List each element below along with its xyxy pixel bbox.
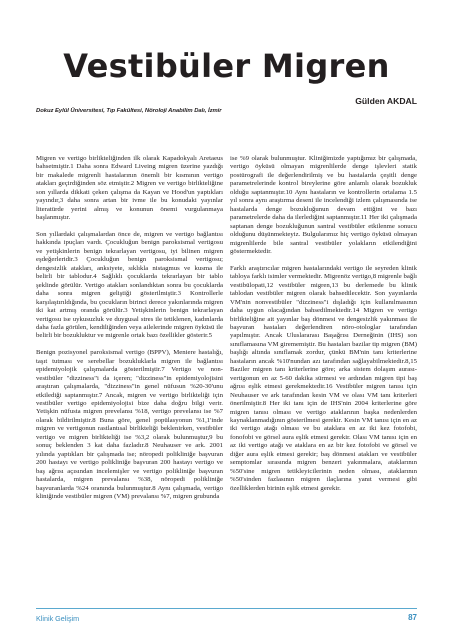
journal-name: Klinik Gelişim xyxy=(36,614,80,623)
right-column xyxy=(230,155,417,493)
left-paragraph-1: Migren ve vertigo birlikteliğinden ilk olarak Kapadokyalı Aretaeus bahsetmiştir.1 Daha sonra Edward Liveing migren üzerine yazdığı bir makalede migrenli hastalarının önemli bir kısmının vertigo atakları geçirdiğinden söz etmiştir.2 Migren ve vertigo birlikteliğine son yıllarda dikkati çeken çalışma da Kayan ve Hood'un yaptıkları yayındır,3 daha sonra artan bir ivme ile bu konudaki yayınlar literatürde yerini almış ve konunun önemi vurgulanmaya başlanmıştır. xyxy=(36,155,223,222)
footer-divider xyxy=(36,608,417,609)
right-paragraph-1: ise %9 olarak bulunmuştur. Kliniğimizde yaptığımız bir çalışmada, vertigo öyküsü olmayan migrenlilerde denge işlevleri statik postürografi ile değerlendirilmiş ve bu hastalarda çeşitli denge parametrelerinde kontrol bireylerine göre anlamlı olarak bozukluk olduğu saptanmıştır.10 Aynı hastaların ve kontrollerin ortalama 1.5 yıl sonra aynı araştırma deseni ile incelendiği izlem çalışmasında ise hastalarda denge bozukluğunun devam ettiğini ve bazı parametrelerde daha da ilerlediğini saptanmıştır.11 Her iki çalışmada saptanan denge bozukluğunun santral vestibüler etkilenme sonucu olduğunu düşünmekteyiz. Bulgularımız hiç vertigo öyküsü olmayan migrenlilerde bile santral vestibüler yolakların etkilendiğini göstermektedir. xyxy=(230,155,417,255)
left-paragraph-3: Benign pozisyonel paroksismal vertigo (BPPV), Meniere hastalığı, taşıt tutması ve serebellar bozukluklarla migren ile bağlantısı epidemiyolojik çalışmalarda gösterilmiştir.7 Vertigo ve non-vestibüler "dizziness"i da içeren; "dizziness"in epidemiyolojisini araştıran çalışmalarda, "dizziness"in genel nüfusun %20-30'unu etkilediği saptanmıştır.7 Ancak, migren ve vertigo birlikteliği için vestibüler vertigo epidemiyolojisi bize daha doğru bilgi verir. Yetişkin nüfusta migren prevelansı %18, vertigo prevelansı ise %7 olarak bildirilmiştir.8 Buna göre, genel popülasyonun %1,1'inde migren ve vertigonun rastlantısal birlikteliği beklenirken, vestibüler vertigo ve migren birlikteliği ise %3,2 olarak bulunmuştur,9 bu sonuç beklenden 3 kat daha fazladır.8 Neuhauser ve ark. 2001 yılında yaptıkları bir çalışmada ise; nöropedi polikliniğe başvuran 200 hastayı ve vertigo polikliniğe başvuran 200 hastayı vertigo ve baş ağrısı açısından incelemişler ve vertigo polikliniğe başvuran hastalarda, migren prevalansı %38, nöropedi polikliniğe başvuranlarda %24 oranında bulunmuştur.8 Aynı çalışmada, vertigo kliniğinde vestibüler migren (VM) prevalansı %7, migren grubunda xyxy=(36,349,223,500)
article-title: Vestibüler Migren xyxy=(63,47,390,85)
right-paragraph-2: Farklı araştırıcılar migren hastalarındaki vertigo ile seyreden klinik tabloya farklı isimler vermektedir. Migrenöz vertigo,8 migrenle bağlı vestibülopati,12 vestibüler migren,13 bu derlemede bu klinik tablodan vestibüler migren olarak bahsedilecektir. Son yayınlarda VM'nin nonvestibüler "dizziness"i dışladığı için kullanılmasının daha uygun olacağından bahsedilmektedir.14 Migren ve vertigo birlikteliğine ait yayınlar baş dönmesi ve dengesizlik yakınması ile başvuran hastaları değerlendiren nöro-otologlar tarafından yapılmıştır. Ancak Uluslararası Başağrısı Derneğinin (IHS) son sınıflamasına VM girememiştir. Bu hastaları bazilar tip migren (BM) başlığı altında sınıflamak zordur, çünkü BM'nin tanı kriterlerine hastaların ancak %10'nundan azı tarafından sağlayabilmektedir.8,15 Baziler migren tanı kriterlerine göre; arka sistem dolaşım aurası- vertigonun en az 5-60 dakika sürmesi ve ardından migren tipi baş ağrısı eşlik etmesi gerekmektedir.16 Vestibüler migren tanısı için Neuhauser ve ark tarafından kesin VM ve olası VM tanı kriterleri önerilmiştir.8 Her iki tanı için de IHS'nin 2004 kriterlerine göre migren tanısı olması ve vertigo ataklarının başka nedenlerden kaynaklanmadığının gösterilmesi gerekir. Kesin VM tanısı için en az iki vertigo atağı olması ve bu ataklara en az iki kez fotofobi, fonofobi ve görsel aura eşlik etmesi gerekir. Olası VM tanısı için en az iki vertigo atağı ve ataklara en az bir kez fotofobi ve görsel ve diğer aura eşlik etmesi gerekir; baş dönmesi atakları ve vestibüler semptomlar sırasında migren benzeri yakınmalara, ataklarının %50'sine migren tetikleyicilerinin neden olması, ataklarının %50'sinden fazlasının migren ilaçlarına yanıt vermesi gibi özelliklerden birinin eşlik etmesi gerekir. xyxy=(230,264,417,492)
author-affiliation: Dokuz Eylül Üniversitesi, Tıp Fakültesi, Nöroloji Anabilim Dalı, İzmir xyxy=(36,108,222,114)
left-paragraph-2: Son yıllardaki çalışmalardan önce de, migren ve vertigo bağlantısı hakkında ipuçları vardı. Çocukluğun benign paroksismal vertigosu ve yetişkinlerin benign tekrarlayan vertigosu, iyi bilinen migren eşdeğerleridir.3 Çocukluğun benign paroksismal vertigosu; dengesizlik atakları, anksiyete, sıklıkla nistagmus ve kusma ile belirli bir tablodur.4 Sağlıklı çocuklarda tekrarlayan bir tablo şeklinde görülür. Vertigo atakları sonlandıktan sonra bu çocuklarda daha sonra migren geliştiği gösterilmiştir.3 Kontrollerle karşılaştırıldığında, bu çocukların birinci derece yakınlarında migren iki kat artmış oranda görülür.3 Yetişkinlerin benign tekrarlayan vertigosu ise uykusuzluk ve duygusal stres ile tetiklenen, kadınlarda daha fazla görülen, kendiliğinden veya ailelerinde migren öyküsü ile belirli bir bozukluktur ve migrenle ortak bazı özellikler gösterir.5 xyxy=(36,231,223,340)
left-column xyxy=(36,155,223,501)
author-name: Gülden AKDAL xyxy=(355,96,417,106)
page-number: 87 xyxy=(408,613,417,622)
page-top-margin xyxy=(0,0,453,4)
